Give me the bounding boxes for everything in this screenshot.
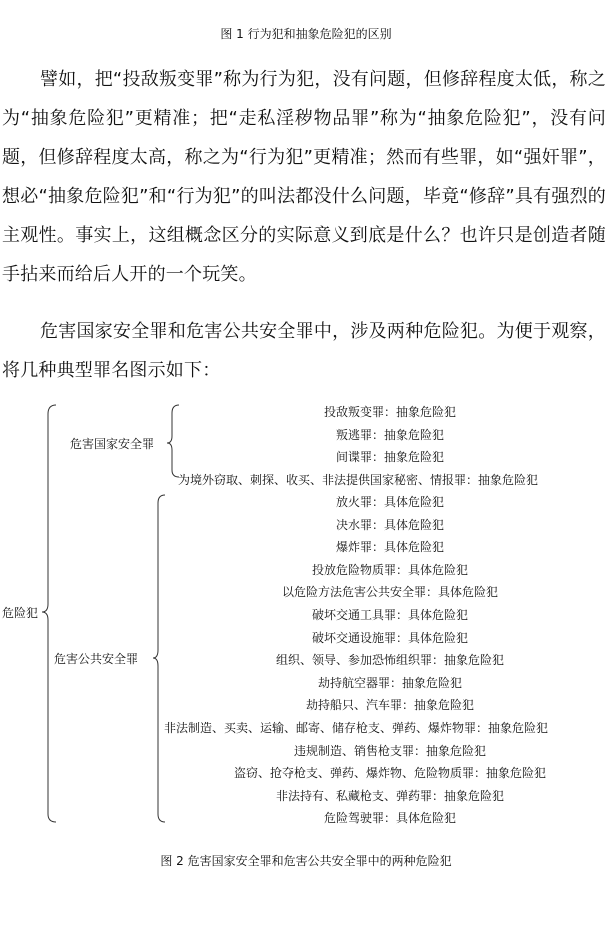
tree-leaf-item: 投放危险物质罪：具体危险犯 bbox=[311, 562, 468, 577]
figure-2-caption: 图 2 危害国家安全罪和危害公共安全罪中的两种危险犯 bbox=[160, 854, 452, 868]
tree-leaf-item: 放火罪：具体危险犯 bbox=[335, 495, 444, 509]
tree-leaf-item: 破坏交通工具罪：具体危险犯 bbox=[311, 608, 468, 622]
tree-leaf-item: 爆炸罪：具体危险犯 bbox=[335, 540, 444, 555]
body-paragraph-2: 危害国家安全罪和危害公共安全罪中，涉及两种危险犯。为便于观察，将几种典型罪名图示如下： bbox=[2, 321, 606, 381]
tree-leaf-item: 违规制造、销售枪支罪：抽象危险犯 bbox=[293, 743, 486, 758]
tree-leaf-item: 投敌叛变罪：抽象危险犯 bbox=[323, 405, 456, 419]
tree-root-label: 危险犯 bbox=[2, 606, 39, 620]
tree-leaf-item: 非法持有、私藏枪支、弹药罪：抽象危险犯 bbox=[275, 788, 504, 803]
tree-leaf-item: 叛逃罪：抽象危险犯 bbox=[335, 428, 444, 442]
tree-leaf-item: 决水罪：具体危险犯 bbox=[335, 517, 444, 532]
group-1-bracket bbox=[167, 405, 179, 477]
tree-leaf-item: 间谍罪：抽象危险犯 bbox=[335, 450, 444, 464]
tree-group-label-public-security: 危害公共安全罪 bbox=[54, 652, 139, 666]
tree-leaf-item: 组织、领导、参加恐怖组织罪：抽象危险犯 bbox=[275, 653, 504, 668]
tree-leaf-item: 破坏交通设施罪：具体危险犯 bbox=[311, 630, 468, 645]
tree-leaf-item: 危险驾驶罪：具体危险犯 bbox=[323, 811, 456, 826]
tree-leaf-item: 以危险方法危害公共安全罪：具体危险犯 bbox=[281, 585, 498, 600]
body-paragraph-1: 譬如，把“投敌叛变罪”称为行为犯，没有问题，但修辞程度太低，称之为“抽象危险犯”更精准；把“走私淫秽物品罪”称为“抽象危险犯”，没有问题，但修辞程度太高，称之为“行为犯”更精准；然而有些罪，如“强奸罪”，想必“抽象危险犯”和“行为犯”的叫法都没什么问题，毕竟“修辞”具有强烈的主观性。事实上，这组概念区分的实际意义到底是什么？也许只是创造者随手拈来而给后人开的一个玩笑。 bbox=[2, 69, 606, 285]
tree-leaf-item: 劫持航空器罪：抽象危险犯 bbox=[317, 675, 462, 690]
tree-leaf-item: 劫持船只、汽车罪：抽象危险犯 bbox=[305, 698, 474, 713]
root-bracket bbox=[42, 405, 56, 822]
tree-leaf-item: 为境外窃取、刺探、收买、非法提供国家秘密、情报罪：抽象危险犯 bbox=[178, 473, 539, 487]
tree-leaf-item: 非法制造、买卖、运输、邮寄、储存枪支、弹药、爆炸物罪：抽象危险犯 bbox=[164, 721, 549, 735]
tree-group-label-national-security: 危害国家安全罪 bbox=[70, 437, 155, 451]
tree-leaf-item: 盗窃、抢夺枪支、弹药、爆炸物、危险物质罪：抽象危险犯 bbox=[233, 766, 546, 781]
group-2-bracket bbox=[153, 495, 165, 822]
figure-1-caption: 图 1 行为犯和抽象危险犯的区别 bbox=[220, 27, 392, 41]
